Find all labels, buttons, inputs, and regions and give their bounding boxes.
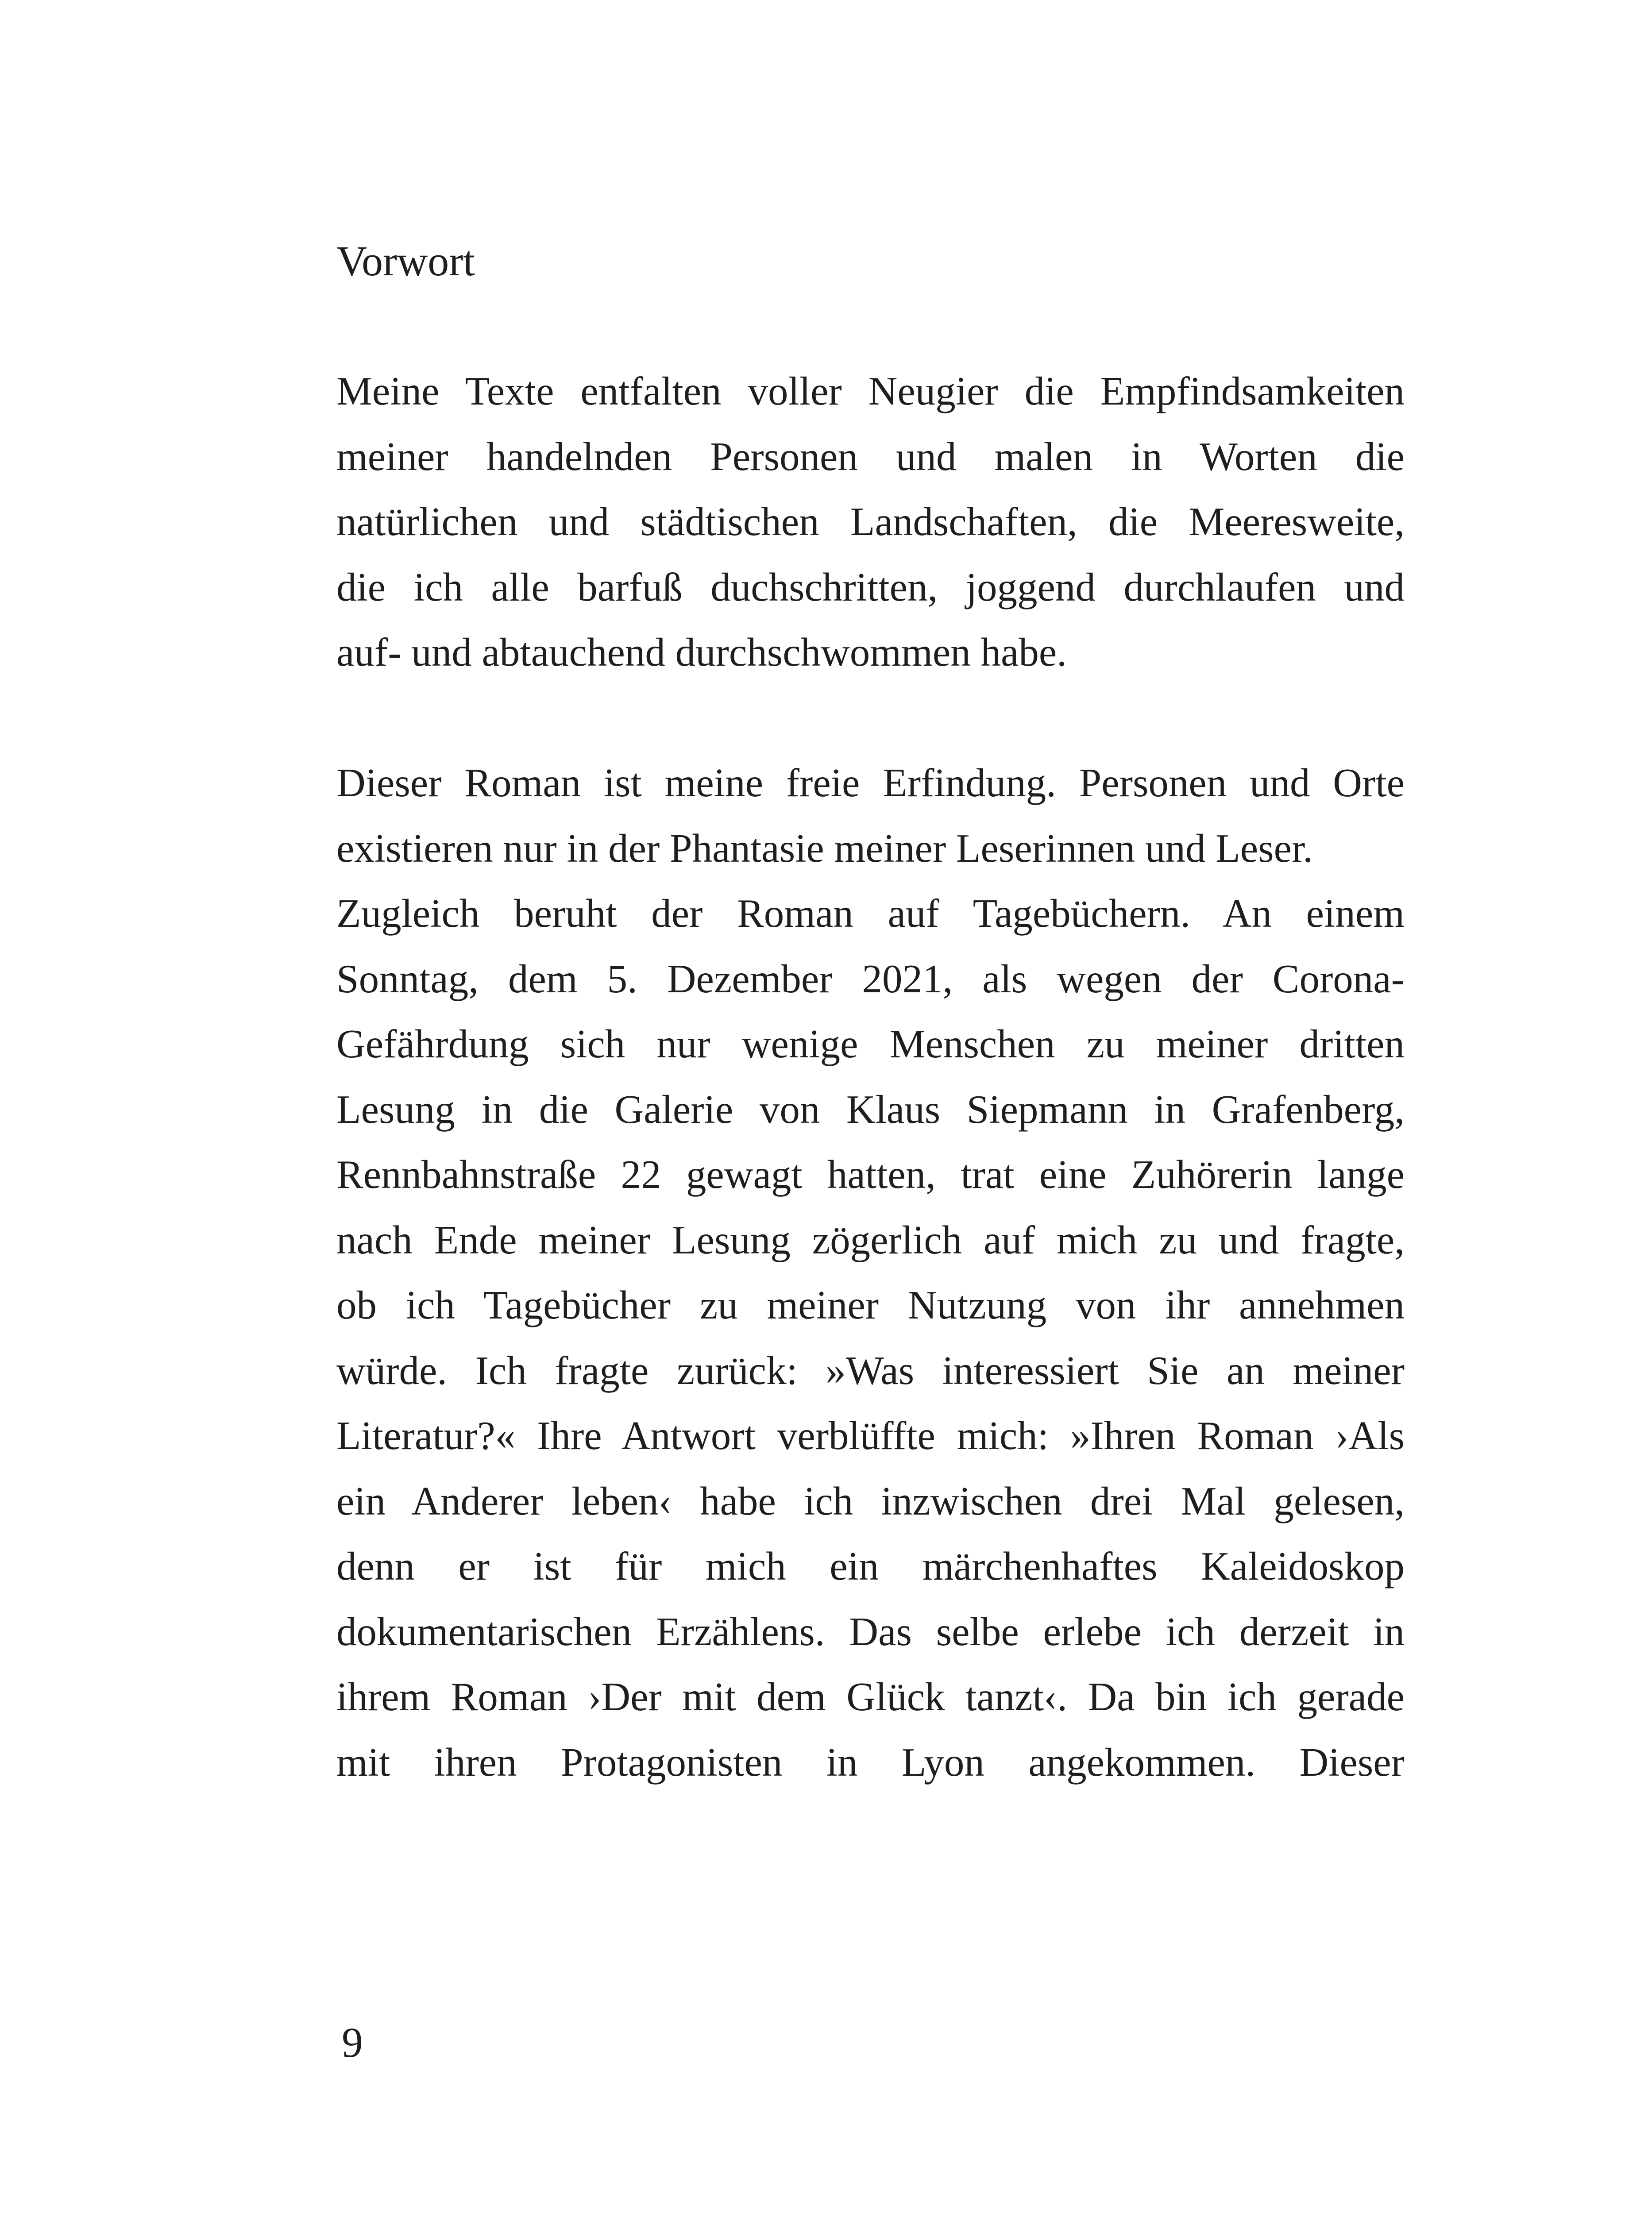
text-line: denn er ist für mich ein märchenhaftes Kaleidoskop (336, 1544, 1405, 1588)
paragraph-main (336, 750, 1405, 1795)
paragraph-intro (336, 359, 1405, 685)
text-line: Lesung in die Galerie von Klaus Siepmann in Grafenberg, (336, 1087, 1405, 1132)
text-line: Dieser Roman ist meine freie Erfindung. Personen und Orte (336, 760, 1405, 805)
text-line: würde. Ich fragte zurück: »Was interessiert Sie an meiner (336, 1348, 1405, 1393)
text-line: die ich alle barfuß duchschritten, joggend durchlaufen und (336, 564, 1405, 609)
text-line: Sonntag, dem 5. Dezember 2021, als wegen der Corona- (336, 956, 1405, 1001)
text-line: existieren nur in der Phantasie meiner Leserinnen und Leser. (336, 825, 1313, 871)
text-line: natürlichen und städtischen Landschaften, die Meeresweite, (336, 499, 1405, 544)
text-line: ein Anderer leben‹ habe ich inzwischen drei Mal gelesen, (336, 1478, 1405, 1523)
text-line: meiner handelnden Personen und malen in Worten die (336, 434, 1405, 479)
text-line: Rennbahnstraße 22 gewagt hatten, trat eine Zuhörerin lange (336, 1152, 1405, 1197)
chapter-heading: Vorwort (336, 237, 475, 285)
page-number: 9 (342, 2019, 363, 2066)
text-line: ihrem Roman ›Der mit dem Glück tanzt‹. Da bin ich gerade (336, 1674, 1405, 1719)
text-line: Meine Texte entfalten voller Neugier die Empfindsamkeiten (336, 369, 1405, 413)
text-line: dokumentarischen Erzählens. Das selbe erlebe ich derzeit in (336, 1609, 1405, 1654)
text-line: nach Ende meiner Lesung zögerlich auf mich zu und fragte, (336, 1217, 1405, 1262)
text-line: ob ich Tagebücher zu meiner Nutzung von ihr annehmen (336, 1283, 1405, 1327)
text-line: auf- und abtauchend durchschwommen habe. (336, 630, 1067, 675)
text-line: mit ihren Protagonisten in Lyon angekommen. Dieser (336, 1739, 1405, 1785)
text-line: Literatur?« Ihre Antwort verblüffte mich: »Ihren Roman ›Als (336, 1413, 1405, 1458)
text-line: Zugleich beruht der Roman auf Tagebüchern. An einem (336, 891, 1405, 936)
text-line: Gefährdung sich nur wenige Menschen zu meiner dritten (336, 1022, 1405, 1066)
